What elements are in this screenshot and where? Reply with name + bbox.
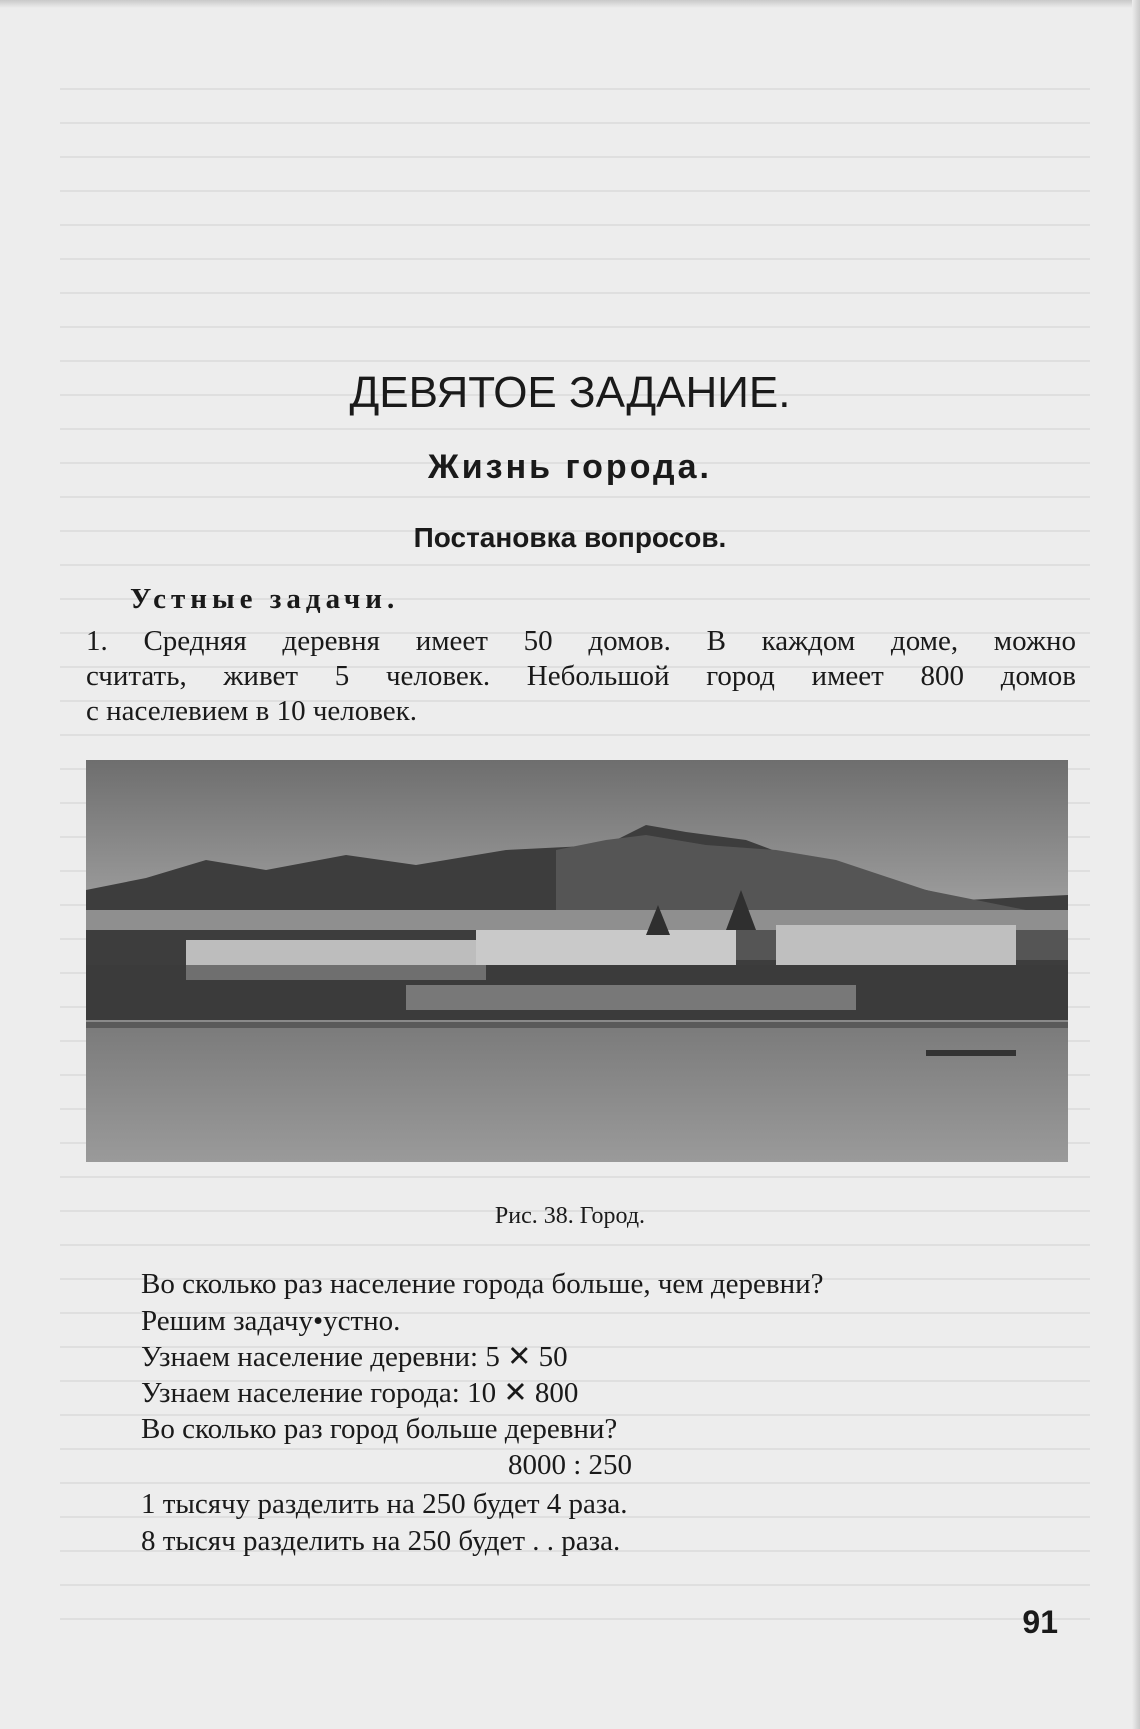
solution-line: Решим задачу•устно. [141,1305,401,1337]
solution-line: Узнаем население города: 10 ✕ 800 [141,1377,579,1409]
city-photo-image [86,760,1068,1162]
solution-line: Во сколько раз население города больше, чем деревни? [141,1268,824,1300]
page-top-edge [0,0,1140,8]
city-photo [86,760,1068,1162]
chapter-title: ДЕВЯТОЕ ЗАДАНИЕ. [349,368,791,417]
figure-caption: Рис. 38. Город. [494,1203,646,1229]
page-number: 91 [1022,1604,1058,1640]
solution-line: Узнаем население деревни: 5 ✕ 50 [141,1341,568,1373]
problem-text-line: 1. Средняя деревня имеет 50 домов. В каждом доме, можно [86,625,1076,657]
oral-problems-label: Устные задачи. [130,583,400,615]
solution-line: 8 тысяч разделить на 250 будет . . раза. [141,1525,621,1557]
problem-text-line: считать, живет 5 человек. Небольшой город имеет 800 домов [86,660,1076,692]
solution-line: Во сколько раз город больше деревни? [141,1413,618,1445]
solution-line: 1 тысячу разделить на 250 будет 4 раза. [141,1488,628,1520]
section-title: Жизнь города. [428,448,712,486]
subsection-title: Постановка вопросов. [413,522,727,553]
problem-text-line: с населевием в 10 человек. [86,695,417,727]
division-expression: 8000 : 250 [507,1449,633,1481]
